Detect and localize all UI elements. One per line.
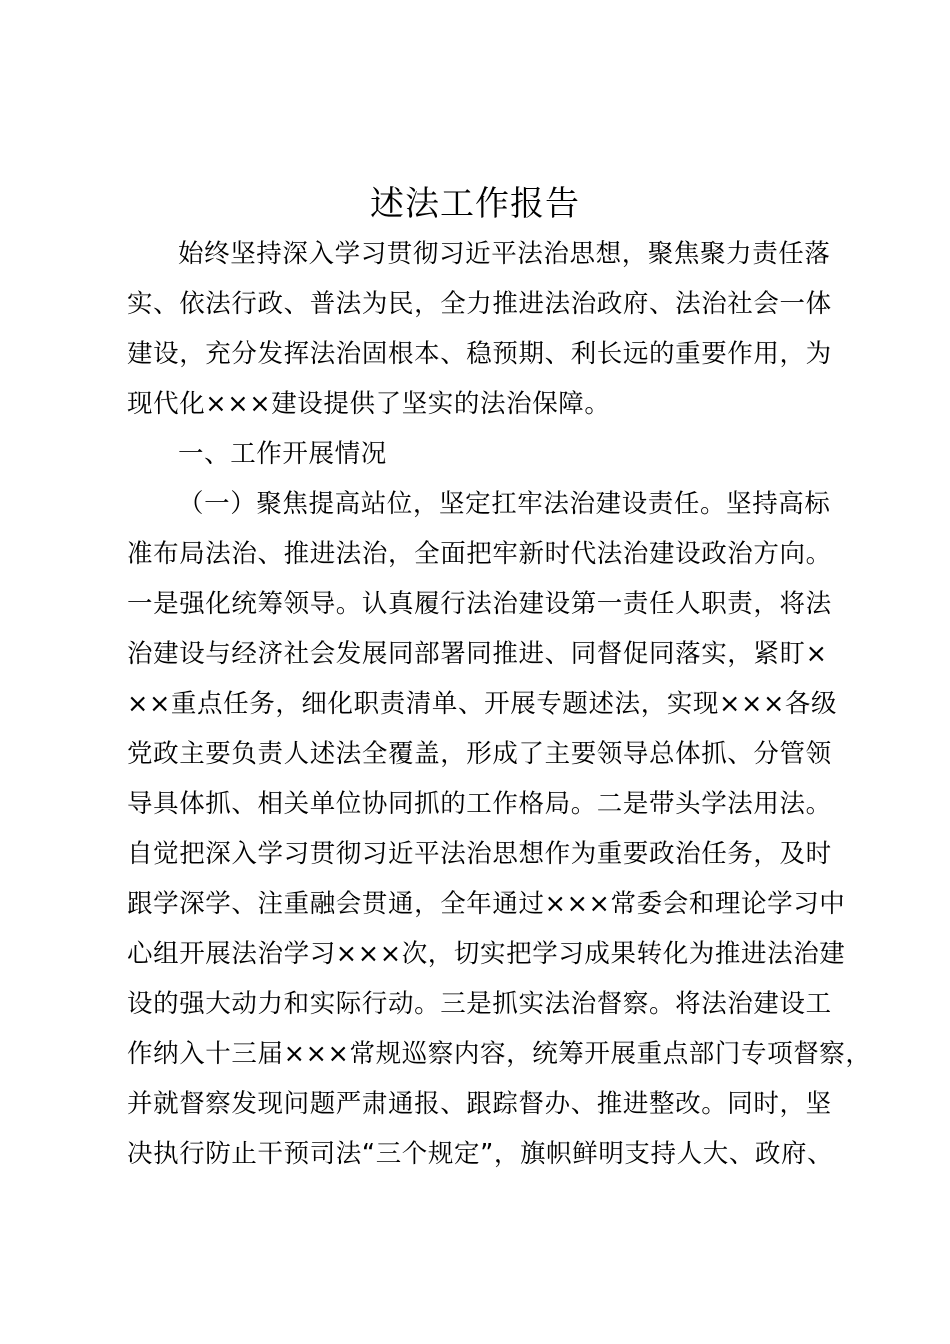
paragraph-line: （一）聚焦提高站位，坚定扛牢法治建设责任。坚持高标 bbox=[178, 489, 831, 519]
paragraph-line: 跟学深学、注重融会贯通，全年通过×××常委会和理论学习中 bbox=[127, 889, 846, 919]
paragraph-line: 自觉把深入学习贯彻习近平法治思想作为重要政治任务，及时 bbox=[127, 839, 832, 869]
paragraph-line: 导具体抓、相关单位协同抓的工作格局。二是带头学法用法。 bbox=[127, 789, 832, 819]
paragraph-line: 实、依法行政、普法为民，全力推进法治政府、法治社会一体 bbox=[127, 289, 832, 319]
document-body bbox=[127, 229, 872, 1179]
paragraph-line: 设的强大动力和实际行动。三是抓实法治督察。将法治建设工 bbox=[127, 989, 832, 1019]
paragraph-line: 心组开展法治学习×××次，切实把学习成果转化为推进法治建 bbox=[127, 939, 846, 969]
paragraph-line: 现代化×××建设提供了坚实的法治保障。 bbox=[127, 389, 611, 419]
paragraph-line: ××重点任务，细化职责清单、开展专题述法，实现×××各级 bbox=[127, 689, 838, 719]
paragraph-line: 治建设与经济社会发展同部署同推进、同督促同落实，紧盯× bbox=[127, 639, 828, 669]
paragraph-line: 决执行防止干预司法“三个规定”，旗帜鲜明支持人大、政府、 bbox=[127, 1139, 834, 1169]
paragraph-line: 党政主要负责人述法全覆盖，形成了主要领导总体抓、分管领 bbox=[127, 739, 832, 769]
paragraph-line: 准布局法治、推进法治，全面把牢新时代法治建设政治方向。 bbox=[127, 539, 832, 569]
paragraph-line: 建设，充分发挥法治固根本、稳预期、利长远的重要作用，为 bbox=[127, 339, 832, 369]
paragraph-line: 作纳入十三届×××常规巡察内容，统筹开展重点部门专项督察， bbox=[127, 1039, 872, 1069]
paragraph-line: 一是强化统筹领导。认真履行法治建设第一责任人职责，将法 bbox=[127, 589, 832, 619]
paragraph-line: 始终坚持深入学习贯彻习近平法治思想，聚焦聚力责任落 bbox=[178, 239, 831, 269]
section-heading: 一、工作开展情况 bbox=[178, 439, 387, 469]
paragraph-line: 并就督察发现问题严肃通报、跟踪督办、推进整改。同时，坚 bbox=[127, 1089, 832, 1119]
document-title: 述法工作报告 bbox=[370, 184, 580, 224]
